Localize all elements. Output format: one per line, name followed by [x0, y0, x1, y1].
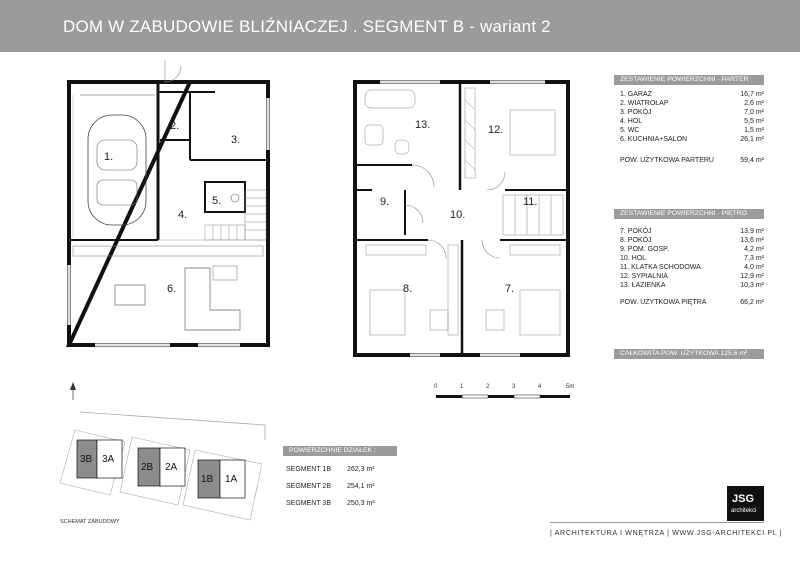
scale-label: 0	[434, 384, 438, 390]
logo-sub-text: architekci	[731, 508, 757, 514]
room-6-label: 6.	[167, 283, 177, 295]
pietro-table	[620, 228, 764, 313]
room-3-label: 3.	[231, 134, 241, 146]
room-1-label: 1.	[104, 151, 114, 163]
jsg-logo	[727, 486, 764, 521]
room-10-label: 10.	[450, 209, 466, 221]
plots-row: SEGMENT 3B 250,3 m²	[286, 500, 375, 507]
parter-heading: ZESTAWIENIE POWIERZCHNI - PARTER	[614, 75, 764, 85]
parter-row: 3. POKÓJ 7,0 m²	[620, 109, 764, 116]
footer-text: | ARCHITEKTURA I WNĘTRZA | WWW.JSG-ARCHITEKCI.PL |	[550, 528, 783, 537]
plots-row: SEGMENT 1B 262,3 m²	[286, 466, 375, 473]
plots-table	[286, 466, 406, 516]
scale-bar	[436, 395, 570, 398]
plots-heading: POWIERZCHNIE DZIAŁEK :	[283, 446, 397, 456]
scale-label: 4	[538, 384, 542, 390]
room-7-label: 7.	[505, 283, 515, 295]
parter-table	[620, 91, 764, 181]
plots-row: SEGMENT 2B 254,1 m²	[286, 483, 375, 490]
site-label-2b: 2B	[141, 462, 154, 473]
parter-row: 2. WIATROŁAP 2,6 m²	[620, 100, 764, 107]
site-plan	[60, 382, 265, 520]
ground-floor-plan	[69, 60, 268, 345]
grand-total: CAŁKOWITA POW. UŻYTKOWA 125,6 m²	[614, 349, 764, 359]
room-12-label: 12.	[488, 124, 504, 136]
room-13-label: 13.	[415, 119, 431, 131]
site-label-3a: 3A	[102, 454, 115, 465]
upper-floor-plan	[355, 82, 568, 355]
pietro-row: 11. KLATKA SCHODOWA 4,0 m²	[620, 264, 764, 271]
room-4-label: 4.	[178, 209, 188, 221]
site-label-3b: 3B	[80, 454, 93, 465]
pietro-row: 8. POKÓJ 13,6 m²	[620, 237, 764, 244]
logo-main-text: JSG	[732, 493, 755, 505]
scale-label: 3	[512, 384, 516, 390]
parter-row: 1. GARAŻ 16,7 m²	[620, 91, 764, 98]
scale-label: 1	[460, 384, 464, 390]
parter-total: POW. UŻYTKOWA PARTERU 59,4 m²	[620, 157, 764, 164]
room-2-label: 2.	[170, 120, 180, 132]
parter-row: 5. WC 1,5 m²	[620, 127, 764, 134]
page-title: DOM W ZABUDOWIE BLIŹNIACZEJ . SEGMENT B - wariant 2	[63, 17, 551, 36]
site-caption: SCHEMAT ZABUDOWY	[60, 519, 120, 525]
pietro-row: 12. SYPIALNIA 12,9 m²	[620, 273, 764, 280]
site-label-1b: 1B	[201, 474, 214, 485]
site-label-1a: 1A	[225, 474, 238, 485]
pietro-row: 13. ŁAZIENKA 10,3 m²	[620, 282, 764, 289]
pietro-heading: ZESTAWIENIE POWIERZCHNI - PIĘTRO	[614, 209, 764, 219]
scale-label: 2	[486, 384, 490, 390]
room-11-label: 11.	[523, 196, 538, 208]
room-9-label: 9.	[380, 196, 390, 208]
site-label-2a: 2A	[165, 462, 178, 473]
pietro-row: 7. POKÓJ 13,9 m²	[620, 228, 764, 235]
pietro-row: 9. POM. GOSP. 4,2 m²	[620, 246, 764, 253]
parter-row: 4. HOL 5,5 m²	[620, 118, 764, 125]
room-5-label: 5.	[212, 195, 222, 207]
parter-row: 6. KUCHNIA+SALON 26,1 m²	[620, 136, 764, 143]
pietro-total: POW. UŻYTKOWA PIĘTRA 66,2 m²	[620, 299, 764, 306]
footer-divider	[550, 522, 764, 523]
room-8-label: 8.	[403, 283, 413, 295]
pietro-row: 10. HOL 7,3 m²	[620, 255, 764, 262]
scale-label: 5m	[566, 384, 575, 390]
